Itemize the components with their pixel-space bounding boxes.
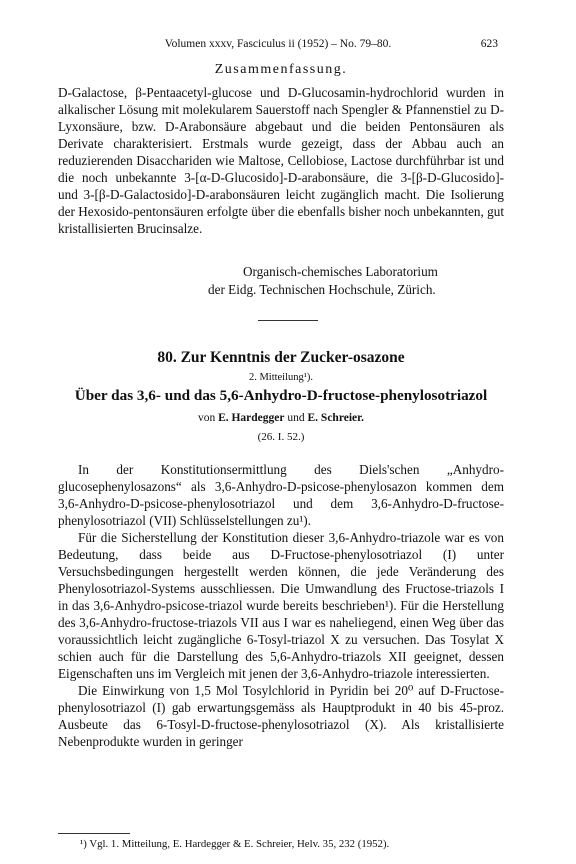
authors-prefix: von (197, 412, 216, 424)
body-paragraph-2: Für die Sicherstellung der Konstitution dieser 3,6-Anhydro-triazole war es von Bedeutung, dass beide aus D-Fructose-phenylosotriazol (I) unter Versuchsbedingungen hergestellt werden können, die jede Veränderung des Phenylosotriazol-Systems ausschliessen. Die Umwandlung des Fructose-triazols I in das 3,6-Anhydro-psicose-triazol wurde bereits beschrieben¹). Für die Herstellung des 3,6-Anhydro-fructose-triazols VII aus I war es naheliegend, einen Weg über das voraussichtlich leicht zugängliche 6-Tosyl-triazol X zu versuchen. Das Tosylat X schien auch für die Darstellung des 5,6-Anhydro-triazols XII geeignet, dessen Eigenschaften uns im Vergleich mit jenen der 3,6-Anhydro-triazole interessierten. (58, 530, 504, 681)
affiliation-line-1: Organisch-chemisches Laboratorium (243, 264, 438, 279)
article-mitteilung: 2. Mitteilung¹). (248, 372, 314, 383)
article-date: (26. I. 52.) (257, 431, 305, 443)
zusammenfassung-heading: Zusammenfassung. (214, 62, 348, 77)
authors-and: und (287, 412, 305, 424)
running-head-text: Volumen xxxv, Fasciculus ii (1952) – No. 79–80. (164, 38, 392, 50)
zusammenfassung-text: D-Galactose, β-Pentaacetyl-glucose und D-Glucosamin-hydrochlorid wurden in alkalischer Lösung mit molekularem Sauerstoff nach Spengler & Pfannenstiel zu D-Lyxonsäure, bzw. D-Arabonsäure abgebaut und die beiden Pentonsäuren als Derivate charakterisiert. Erstmals wurde gezeigt, dass der Abbau auch an reduzierenden Disacchariden wie Maltose, Cellobiose, Lactose durchführbar ist und die noch unbekannte 3-[α-D-Glucosido]-D-arabonsäure, die 3-[β-D-Glucosido]- und 3-[β-D-Galactosido]-D-arabonsäuren leicht zugänglich macht. Die Isolierung der Hexosido-pentonsäuren erfolgte über die ebenfalls bisher noch unbekannten, gut kristallisierten Brucinsalze. (58, 85, 504, 236)
affiliation-line-2: der Eidg. Technischen Hochschule, Zürich. (208, 282, 436, 297)
author-2: E. Schreier. (307, 412, 365, 424)
body-paragraph-1: In der Konstitutionsermittlung des Diels'schen „Anhydro-glucosephenylosazons“ als 3,6-Anhydro-D-psicose-phenylosazon kommen dem 3,6-Anhydro-D-psicose-phenylosotriazol und dem 3,6-Anhydro-D-fructose-phenylosotriazol (VII) Schlüsselstellungen zu¹). (58, 462, 504, 528)
section-divider (258, 320, 318, 321)
article-authors (58, 412, 504, 424)
footnote: ¹) Vgl. 1. Mitteilung, E. Hardegger & E. Schreier, Helv. 35, 232 (1952). (80, 838, 390, 850)
zusammenfassung-section (58, 84, 504, 237)
article-title: 80. Zur Kenntnis der Zucker-osazone (157, 349, 405, 366)
body-paragraph-3: Die Einwirkung von 1,5 Mol Tosylchlorid in Pyridin bei 20⁰ auf D-Fructose-phenylosotriazol (I) gab erwartungsgemäss als Hauptprodukt in 40 bis 45-proz. Ausbeute das 6-Tosyl-D-fructose-phenylosotriazol (X). Als kristallisierte Nebenprodukte wurden in geringer (58, 683, 504, 749)
affiliation (58, 263, 504, 299)
article-subtitle: Über das 3,6- und das 5,6-Anhydro-D-fructose-phenylosotriazol (74, 387, 488, 404)
author-1: E. Hardegger (218, 412, 285, 424)
page-number: 623 (480, 38, 498, 50)
footnote-rule (58, 833, 130, 834)
article-body (58, 461, 504, 750)
